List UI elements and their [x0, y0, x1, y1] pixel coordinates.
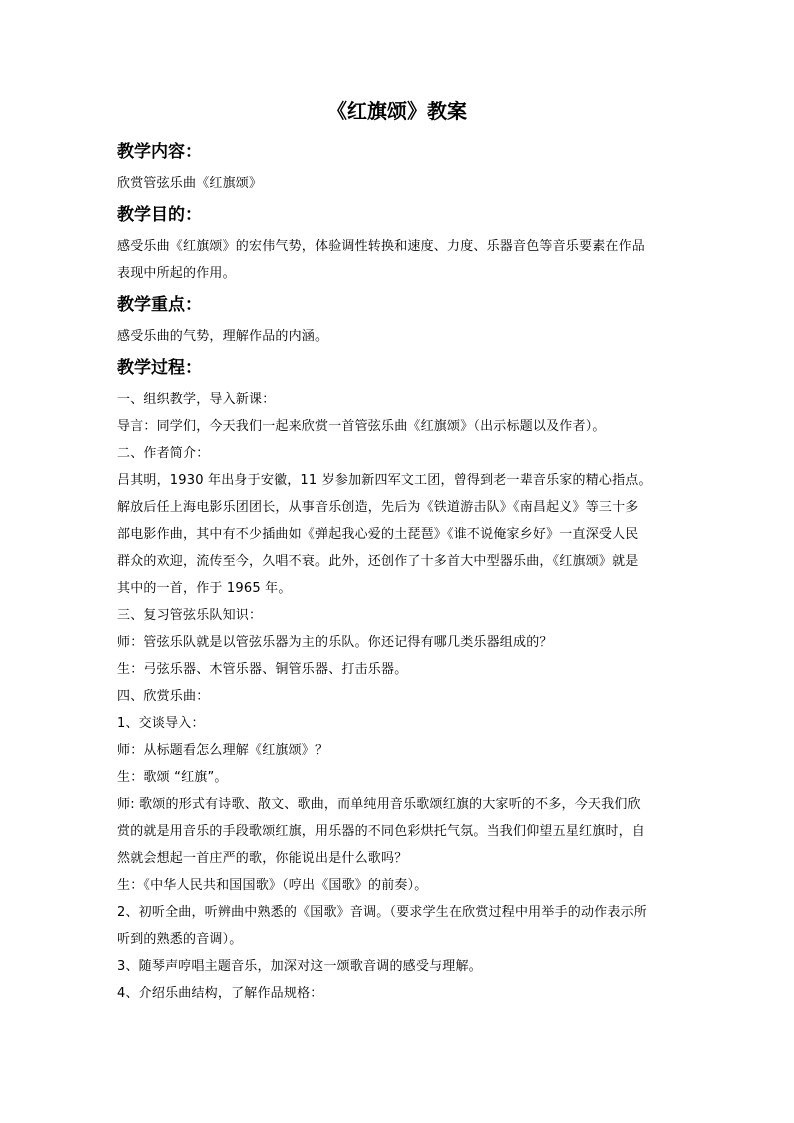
heading-teaching-key: 教学重点： — [117, 295, 202, 315]
text-line: 三、复习管弦乐队知识： — [117, 608, 263, 623]
text-line: 吕其明，1930 年出身于安徽，11 岁参加新四军文工团，曾得到老一辈音乐家的精心指点。 — [117, 473, 652, 488]
text-line: 师：从标题看怎么理解《红旗颂》？ — [117, 743, 329, 758]
text-line: 表现中所起的作用。 — [117, 266, 236, 281]
text-line: 生：弓弦乐器、木管乐器、铜管乐器、打击乐器。 — [117, 662, 408, 677]
document-title: 《红旗颂》教案 — [327, 99, 467, 123]
text-line: 师：管弦乐队就是以管弦乐器为主的乐队。你还记得有哪几类乐器组成的？ — [117, 635, 553, 650]
text-line: 四、欣赏乐曲： — [117, 689, 210, 704]
text-line: 师: 歌颂的形式有诗歌、散文、歌曲，而单纯用音乐歌颂红旗的大家听的不多，今天我们欣 — [117, 797, 641, 812]
paragraph-teaching-process — [117, 386, 680, 1007]
text-line: 3、随琴声哼唱主题音乐，加深对这一颂歌音调的感受与理解。 — [117, 959, 482, 974]
text-line: 解放后任上海电影乐团团长，从事音乐创造，先后为《铁道游击队》《南昌起义》等三十多 — [117, 500, 639, 515]
text-line: 生：歌颂 “红旗”。 — [117, 770, 228, 785]
paragraph-teaching-goal — [117, 233, 680, 287]
text-line: 赏的就是用音乐的手段歌颂红旗，用乐器的不同色彩烘托气氛。当我们仰望五星红旗时，自 — [117, 824, 646, 839]
text-line: 4、介绍乐曲结构，了解作品规格： — [117, 986, 324, 1001]
text-line: 然就会想起一首庄严的歌，你能说出是什么歌吗？ — [117, 851, 408, 866]
heading-teaching-content: 教学内容： — [117, 142, 202, 162]
text-line: 一、组织教学，导入新课： — [117, 392, 276, 407]
text-line: 感受乐曲《红旗颂》的宏伟气势，体验调性转换和速度、力度、乐器音色等音乐要素在作品 — [117, 239, 646, 254]
text-line: 生：《中华人民共和国国歌》（哼出《国歌》的前奏）。 — [117, 878, 428, 893]
heading-teaching-goal: 教学目的： — [117, 205, 202, 225]
text-line: 感受乐曲的气势，理解作品的内涵。 — [117, 329, 329, 344]
text-line: 欣赏管弦乐曲《红旗颂》 — [117, 176, 263, 191]
paragraph-teaching-key — [117, 323, 680, 350]
text-line: 二、作者简介： — [117, 446, 210, 461]
paragraph-teaching-content — [117, 170, 680, 197]
text-line: 导言：同学们，今天我们一起来欣赏一首管弦乐曲《红旗颂》（出示标题以及作者）。 — [117, 419, 606, 434]
text-line: 2、初听全曲，听辨曲中熟悉的《国歌》音调。（要求学生在欣赏过程中用举手的动作表示所 — [117, 905, 647, 920]
text-line: 1、交谈导入： — [117, 716, 205, 731]
text-line: 其中的一首，作于 1965 年。 — [117, 581, 292, 596]
text-line: 听到的熟悉的音调）。 — [117, 932, 243, 947]
heading-teaching-process: 教学过程： — [117, 358, 202, 378]
text-line: 群众的欢迎，流传至今，久唱不衰。此外，还创作了十多首大中型器乐曲，《红旗颂》就是 — [117, 554, 639, 569]
text-line: 部电影作曲，其中有不少插曲如《弹起我心爱的土琵琶》《谁不说俺家乡好》一直深受人民 — [117, 527, 639, 542]
